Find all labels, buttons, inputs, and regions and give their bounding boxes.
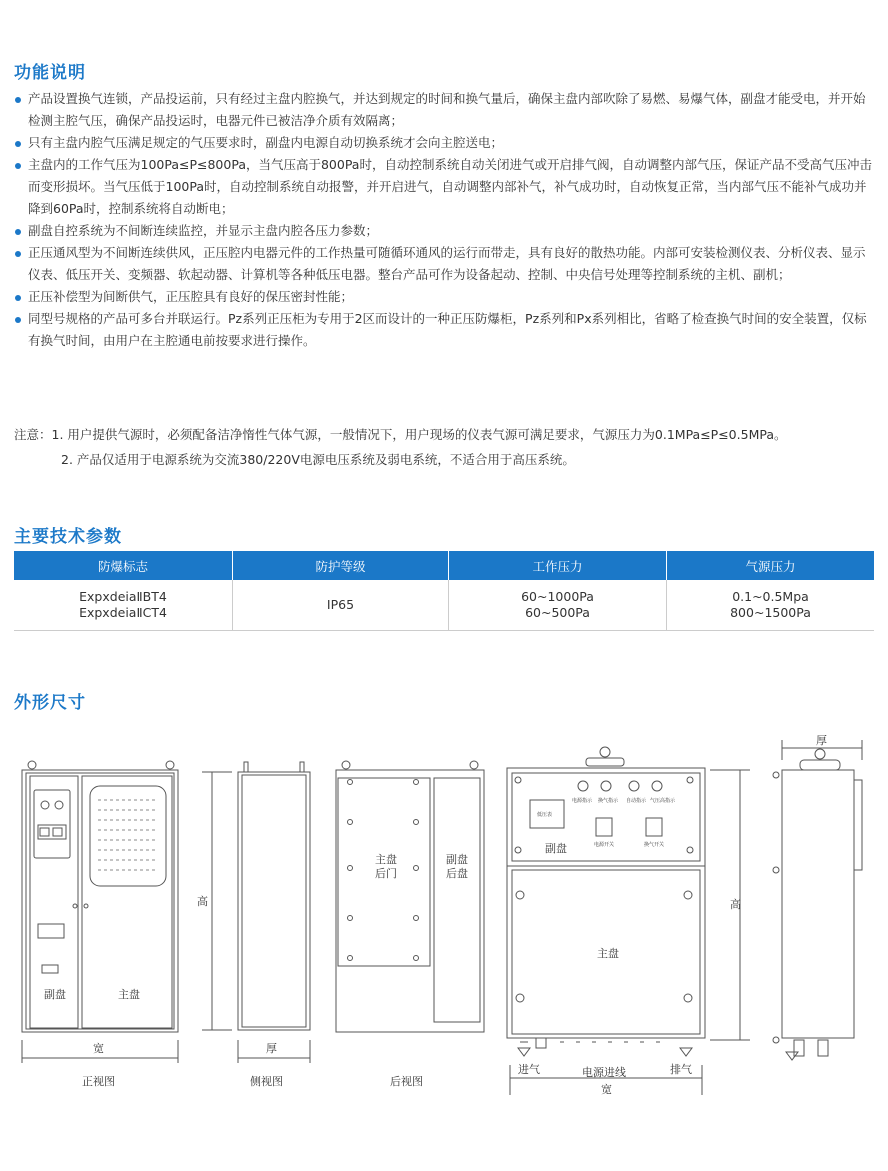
dims-section-title: 外形尺寸 <box>14 693 86 713</box>
note-1: 注意：1. 用户提供气源时，必须配备洁净惰性气体气源，一般情况下，用户现场的仪表气源可满足要求，气源压力为0.1MPa≤P≤0.5MPa。 <box>14 427 787 442</box>
back-sub-label-1: 副盘 <box>446 853 468 866</box>
params-section-title: 主要技术参数 <box>14 527 122 547</box>
table-row <box>14 580 874 631</box>
detail-main-label: 主盘 <box>597 947 619 960</box>
list-item: 正压补偿型为间断供气，正压腔具有良好的保压密封性能； <box>14 286 876 308</box>
lamp-label: 电源指示 <box>572 798 593 804</box>
column-header: 防爆标志 <box>14 551 233 580</box>
inlet-label: 进气 <box>518 1063 540 1076</box>
front-view <box>22 761 178 1063</box>
list-item: 只有主盘内腔气压满足规定的气压要求时，副盘内电源自动切换系统才会向主腔送电； <box>14 132 876 154</box>
back-sub-label-2: 后盘 <box>446 867 468 880</box>
function-list <box>14 88 876 352</box>
front-sub-label: 副盘 <box>44 988 66 1001</box>
back-view <box>336 761 484 1032</box>
bullet-dot <box>15 97 21 103</box>
list-item: 同型号规格的产品可多台并联运行。Pz系列正压柜为专用于2区而设计的一种正压防爆柜，Pz系列和Px系列相比，省略了检查换气时间的安全装置，仅标有换气时间，由用户在主腔通电前按要求进行操作。 <box>14 308 876 352</box>
table-cell: IP65 <box>233 580 449 631</box>
list-item: 副盘自控系统为不间断连续监控，并显示主盘内腔各压力参数； <box>14 220 876 242</box>
bullet-dot <box>15 295 21 301</box>
detail-height-label: 高 <box>730 898 741 911</box>
list-item: 正压通风型为不间断连续供风，正压腔内电器元件的工作热量可随循环通风的运行而带走，具有良好的散热功能。内部可安装检测仪表、分析仪表、显示仪表、低压开关、变频器、软起动器、计算机等各种低压电器。整台产品可作为设备起动、控制、中央信号处理等控制系统的主机、副机； <box>14 242 876 286</box>
front-width-label: 宽 <box>93 1042 104 1055</box>
bullet-dot <box>15 141 21 147</box>
meter-label: 低压表 <box>537 812 553 818</box>
bullet-dot <box>15 251 21 257</box>
back-caption: 后视图 <box>390 1075 423 1088</box>
table-cell: 60~1000Pa 60~500Pa <box>449 580 667 631</box>
bullet-dot <box>15 229 21 235</box>
detail-side-view <box>773 740 862 1060</box>
side-caption: 侧视图 <box>250 1075 283 1088</box>
outlet-label: 排气 <box>670 1063 692 1076</box>
side-depth-label: 厚 <box>266 1042 277 1055</box>
bullet-dot <box>15 317 21 323</box>
lamp-label: 自动指示 <box>626 798 647 804</box>
side-height-label: 高 <box>197 895 208 908</box>
switch-label: 换气开关 <box>644 842 665 848</box>
detail-width-label: 宽 <box>601 1083 612 1096</box>
table-cell: 0.1~0.5Mpa 800~1500Pa <box>667 580 875 631</box>
function-section-title: 功能说明 <box>14 63 86 83</box>
column-header: 气源压力 <box>667 551 875 580</box>
cable-label: 电源进线 <box>582 1066 626 1079</box>
column-header: 防护等级 <box>233 551 449 580</box>
side-view <box>202 762 310 1063</box>
front-main-label: 主盘 <box>118 988 140 1001</box>
note-2: 2. 产品仅适用于电源系统为交流380/220V电源电压系统及弱电系统，不适合用于高压系统。 <box>61 452 575 467</box>
list-item: 主盘内的工作气压为100Pa≤P≤800Pa，当气压高于800Pa时，自动控制系统自动关闭进气或开启排气阀，自动调整内部气压，保证产品不受高气压冲击而变形损坏。当气压低于100Pa时，自动控制系统自动报警，并开启进气，自动调整内部补气，补气成功时，自动恢复正常，当内部气压不能补气成功并降到60Pa时，控制系统将自动断电； <box>14 154 876 220</box>
column-header: 工作压力 <box>449 551 667 580</box>
params-table <box>14 551 874 631</box>
front-caption: 正视图 <box>82 1075 115 1088</box>
dimension-drawings <box>0 735 888 1135</box>
detail-sub-label: 副盘 <box>545 842 567 855</box>
lamp-label: 换气指示 <box>598 798 619 804</box>
lamp-label: 气压高指示 <box>650 798 676 804</box>
side-detail-depth-label: 厚 <box>816 735 827 747</box>
back-main-label-2: 后门 <box>375 867 397 880</box>
bullet-dot <box>15 163 21 169</box>
back-main-label-1: 主盘 <box>375 853 397 866</box>
switch-label: 电源开关 <box>594 842 615 848</box>
list-item: 产品设置换气连锁，产品投运前，只有经过主盘内腔换气，并达到规定的时间和换气量后，确保主盘内部吹除了易燃、易爆气体，副盘才能受电，并开始检测主腔气压，确保产品投运时，电器元件已被洁净介质有效隔离； <box>14 88 876 132</box>
table-cell: ExpxdeiaⅡBT4 ExpxdeiaⅡCT4 <box>14 580 233 631</box>
